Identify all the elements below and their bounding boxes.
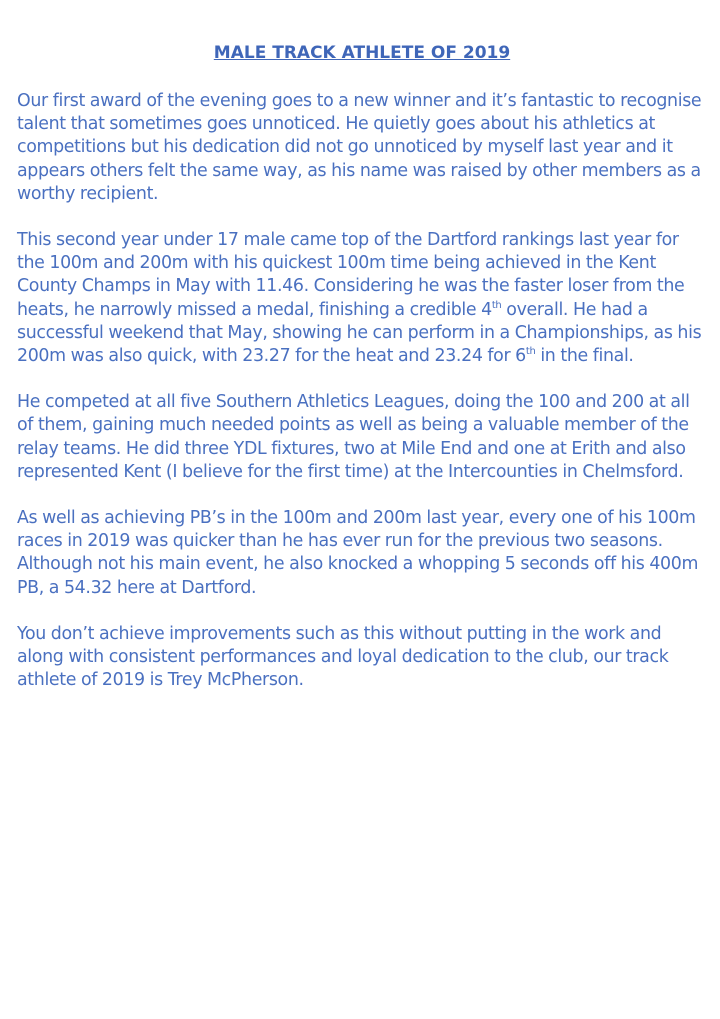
document-page: [17, 42, 707, 715]
document-title: MALE TRACK ATHLETE OF 2019: [213, 43, 511, 63]
ordinal-suffix: th: [491, 299, 502, 311]
paragraph-text: You don’t achieve improvements such as this without putting in the work and along with consistent performances and loyal dedication to the club, our track athlete of 2019 is Trey McPherson.: [17, 623, 669, 691]
paragraph-personal-bests: [17, 507, 707, 600]
paragraph-rankings: [17, 229, 707, 368]
paragraph-conclusion: [17, 623, 707, 693]
paragraph-text: in the final.: [535, 346, 634, 367]
ordinal-suffix: th: [525, 346, 536, 358]
paragraph-text: This second year under 17 male came top of the Dartford rankings last year for the 100m and 200m with his quickest 100m time being achieved in the Kent County Champs in May with 11.46. Considering he was the faster loser from the heats, he narrowly missed a medal, finishing a credible 4: [17, 230, 685, 320]
paragraph-leagues: [17, 391, 707, 484]
paragraph-text: Our first award of the evening goes to a new winner and it’s fantastic to recognise talent that sometimes goes unnoticed. He quietly goes about his athletics at competitions but his dedication did not go unnoticed by myself last year and it appears others felt the same way, as his name was raised by other members as a worthy recipient.: [17, 91, 702, 204]
paragraph-text: He competed at all five Southern Athletics Leagues, doing the 100 and 200 at all of them, gaining much needed points as well as being a valuable member of the relay teams. He did three YDL fixtures, two at Mile End and one at Erith and also represented Kent (I believe for the first time) at the Intercounties in Chelmsford.: [17, 392, 690, 482]
paragraph-text: overall. He had a successful weekend that May, showing he can perform in a Championships, as his 200m was also quick, with 23.27 for the heat and 23.24 for 6: [17, 299, 702, 367]
paragraph-text: As well as achieving PB’s in the 100m and 200m last year, every one of his 100m races in 2019 was quicker than he has ever run for the previous two seasons. Although not his main event, he also knocked a whopping 5 seconds off his 400m PB, a 54.32 here at Dartford.: [17, 508, 699, 598]
paragraph-intro: [17, 90, 707, 206]
